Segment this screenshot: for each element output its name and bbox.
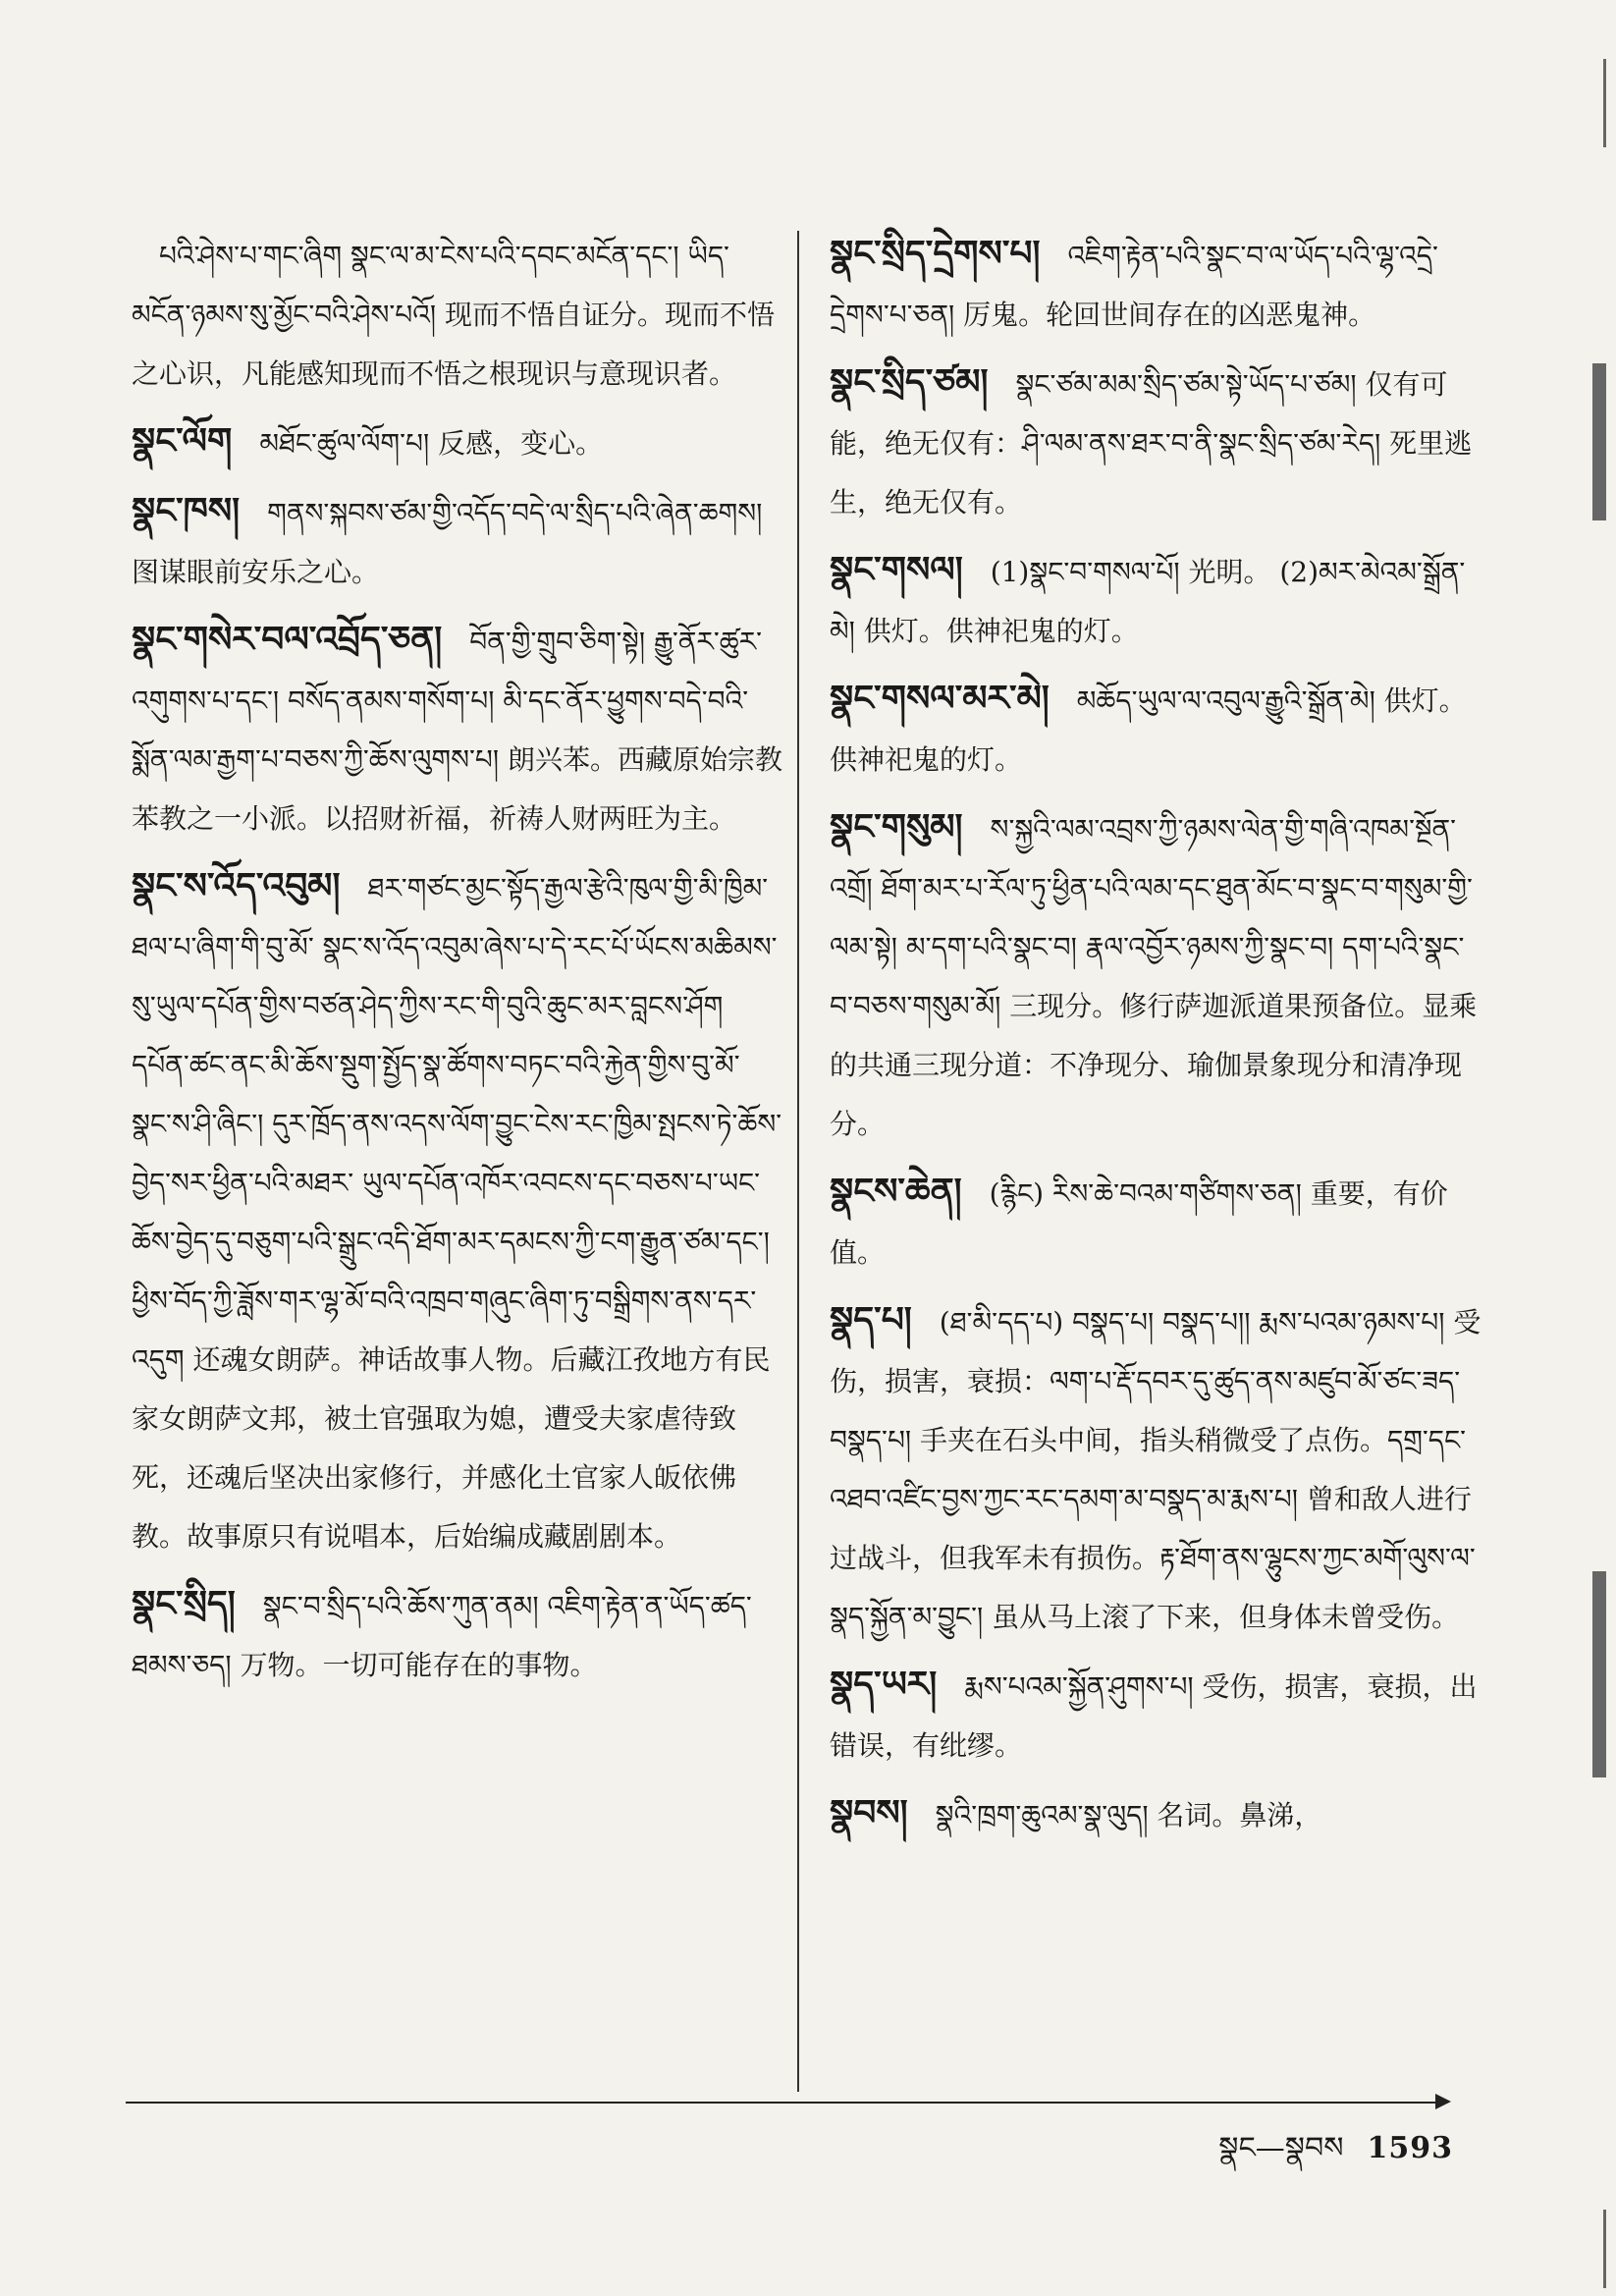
dictionary-entry	[830, 1162, 1482, 1283]
footer-rule	[126, 2102, 1436, 2104]
dictionary-entry	[830, 1655, 1482, 1776]
headword-range: སྣང—སྣབས	[1218, 2131, 1344, 2165]
dictionary-entry	[830, 224, 1482, 345]
entry-headword: སྣང་གསུམ།	[830, 806, 963, 847]
left-column	[132, 224, 784, 1703]
page-footer	[1109, 2115, 1453, 2198]
entry-definition: འཇིག་རྟེན་པའི་སྣང་བ་ལ་ཡོད་པའི་ལྷ་འདྲེ་དྲེགས་པ་ཅན། 厉鬼。轮回世间存在的凶恶鬼神。	[830, 240, 1438, 331]
entry-headword: སྣང་སྲིད།	[132, 1583, 236, 1624]
entry-headword: སྣང་སྲིད་དྲེགས་པ།	[830, 233, 1041, 274]
scan-mark	[1603, 59, 1606, 147]
entry-headword: སྣང་གསལ།	[830, 549, 963, 590]
entry-headword: སྣང་ཁས།	[132, 490, 241, 531]
arrow-icon	[1435, 2094, 1451, 2109]
entry-headword: སྣད་པ།	[830, 1299, 912, 1340]
dictionary-entry	[830, 1783, 1482, 1845]
entry-headword: སྣང་སྲིད་ཙམ།	[830, 361, 989, 403]
right-column	[830, 224, 1482, 1853]
entry-headword: སྣང་ལོག	[132, 420, 233, 462]
entry-definition: པའི་ཤེས་པ་གང་ཞིག སྣང་ལ་མ་ངེས་པའི་དབང་མངོན་དང་། ཡིད་མངོན་ཉམས་སུ་མྱོང་བའི་ཤེས་པའོ། 现而不悟自证分。现而不悟之心识，凡能感知现而不悟之根现识与意现识者。	[132, 240, 775, 390]
scan-mark	[1603, 2210, 1606, 2288]
entry-headword: སྣང་གསལ་མར་མེ།	[830, 678, 1050, 719]
entry-definition: ས་སྐྱའི་ལམ་འབྲས་ཀྱི་ཉམས་ལེན་གྱི་གཞི་འཁམ་སྔོན་འགྲོ། ཐོག་མར་པ་རོལ་ཏུ་ཕྱིན་པའི་ལམ་དང་ཐུན་མོང་བ་སྣང་བ་གསུམ་གྱི་ལམ་སྟེ། མ་དག་པའི་སྣང་བ། རྣལ་འབྱོར་ཉམས་ཀྱི་སྣང་བ། དག་པའི་སྣང་བ་བཅས་གསུམ་མོ། 三现分。修行萨迦派道果预备位。显乘的共通三现分道：不净现分、瑜伽景象现分和清净现分。	[830, 813, 1478, 1140]
dictionary-entry	[830, 540, 1482, 661]
entry-definition: རྨས་པའམ་སྐྱོན་ཤུགས་པ། 受伤，损害，衰损，出错误，有纰缪。	[830, 1670, 1478, 1762]
entry-definition: (1)སྣང་བ་གསལ་པོ། 光明。 (2)མར་མེའམ་སྒྲོན་མེ། 供灯。供神祀鬼的灯。	[830, 556, 1466, 647]
entry-definition: (ཐ་མི་དད་པ) བསྣད་པ། བསྣད་པ།། རྨས་པའམ་ཉམས་པ། 受伤，损害，衰损：ལག་པ་རྡོ་དབར་དུ་ཚུད་ནས་མཛུབ་མོ་ཙང་ཟད་བསྣད་པ། 手夹在石头中间，指头稍微受了点伤。དགྲ་དང་འཐབ་འཛིང་བྱས་ཀྱང་རང་དམག་མ་བསྣད་མ་རྨས་པ། 曾和敌人进行过战斗，但我军未有损伤。རྟ་ཐོག་ནས་ལྷུངས་ཀྱང་མགོ་ལུས་ལ་སྣད་སྐྱོན་མ་བྱུང་། 虽从马上滚了下来，但身体未曾受伤。	[830, 1306, 1481, 1633]
dictionary-entry	[132, 1574, 784, 1695]
entry-definition: མཐོང་ཚུལ་ལོག་པ། 反感，变心。	[259, 427, 604, 460]
dictionary-entry	[830, 797, 1482, 1154]
entry-definition: སྣང་བ་སྲིད་པའི་ཆོས་ཀུན་ནམ། འཇིག་རྟེན་ན་ཡོད་ཚད་ཐམས་ཅད། 万物。一切可能存在的事物。	[132, 1590, 752, 1681]
dictionary-entry	[830, 669, 1482, 790]
column-divider	[797, 231, 799, 2092]
entry-definition: སྣའི་ཁྲག་ཆུའམ་སྣ་ལུད། 名词。鼻涕，	[935, 1799, 1322, 1831]
dictionary-entry	[132, 610, 784, 848]
entry-headword: སྣང་ས་འོད་འབུམ།	[132, 865, 341, 906]
dictionary-entry	[132, 224, 784, 404]
entry-definition: མཆོད་ཡུལ་ལ་འབུལ་རྒྱུའི་སྒྲོན་མེ། 供灯。供神祀鬼的灯。	[830, 684, 1467, 776]
entry-headword: སྣང་གསེར་བལ་འབྲོད་ཅན།	[132, 619, 443, 660]
dictionary-entry	[830, 1290, 1482, 1647]
entry-definition: གནས་སྐབས་ཙམ་གྱི་འདོད་བདེ་ལ་སྲིད་པའི་ཞེན་ཆགས། 图谋眼前安乐之心。	[132, 497, 763, 588]
dictionary-entry	[132, 411, 784, 473]
page-number: 1593	[1367, 2131, 1453, 2165]
entry-headword: སྣབས།	[830, 1792, 908, 1833]
scan-mark	[1592, 363, 1606, 520]
scan-mark	[1592, 1571, 1606, 1777]
entry-definition: སྣང་ཙམ་མམ་སྲིད་ཙམ་སྟེ་ཡོད་པ་ཙམ། 仅有可能，绝无仅有：ཤི་ལམ་ནས་ཐར་བ་ནི་སྣང་སྲིད་ཙམ་རེད། 死里逃生，绝无仅有。	[830, 368, 1473, 519]
entry-definition: བོན་གྱི་གྲུབ་ཅིག་སྟེ། རྒྱུ་ནོར་ཚུར་འགུགས་པ་དང་། བསོད་ནམས་གསོག་པ། མི་དང་ནོར་ཕྱུགས་བདེ་བའི་སྨོན་ལམ་རྒྱག་པ་བཅས་ཀྱི་ཆོས་ལུགས་པ། 朗兴苯。西藏原始宗教苯教之一小派。以招财祈福，祈祷人财两旺为主。	[132, 626, 782, 835]
dictionary-entry	[830, 353, 1482, 532]
scan-edge-marks	[1581, 0, 1610, 2296]
dictionary-entry	[132, 481, 784, 602]
entry-headword: སྣངས་ཆེན།	[830, 1171, 962, 1212]
dictionary-entry	[132, 856, 784, 1566]
entry-headword: སྣད་ཡར།	[830, 1664, 938, 1705]
entry-definition: ཐར་གཙང་མྱང་སྟོད་རྒྱལ་རྩེའི་ཁུལ་གྱི་མི་ཁྱིམ་ཐལ་པ་ཞིག་གི་བུ་མོ་ སྣང་ས་འོད་འབུམ་ཞེས་པ་དེ་རང་པོ་ཡོངས་མཆིམས་སུ་ཡུལ་དཔོན་གྱིས་བཙན་ཤེད་ཀྱིས་རང་གི་བུའི་ཆུང་མར་བླངས་ཤོག དཔོན་ཚང་ནང་མི་ཆོས་སྡུག་སྤྱོད་སྣ་ཚོགས་བཏང་བའི་རྐྱེན་གྱིས་བུ་མོ་ སྣང་ས་ཤི་ཞིང་། དུར་ཁྲོད་ནས་འདས་ལོག་བྱུང་ངེས་རང་ཁྱིམ་སྤངས་ཏེ་ཆོས་བྱེད་སར་ཕྱིན་པའི་མཐར་ ཡུལ་དཔོན་འཁོར་འབངས་དང་བཅས་པ་ཡང་ཆོས་བྱེད་དུ་བཅུག་པའི་སྒྲུང་འདི་ཐོག་མར་དམངས་ཀྱི་ངག་རྒྱུན་ཙམ་དང་། ཕྱིས་བོད་ཀྱི་ཟློས་གར་ལྷ་མོ་བའི་འཁྲབ་གཞུང་ཞིག་ཏུ་བསྒྲིགས་ནས་དར་འདུག 还魂女朗萨。神话故事人物。后藏江孜地方有民家女朗萨文邦，被土官强取为媳，遭受夫家虐待致死，还魂后坚决出家修行，并感化土官家人皈依佛教。故事原只有说唱本，后始编成藏剧剧本。	[132, 872, 782, 1553]
entry-definition: (རྙིང) རིས་ཆེ་བའམ་གཙིགས་ཅན། 重要，有价值。	[830, 1177, 1448, 1269]
